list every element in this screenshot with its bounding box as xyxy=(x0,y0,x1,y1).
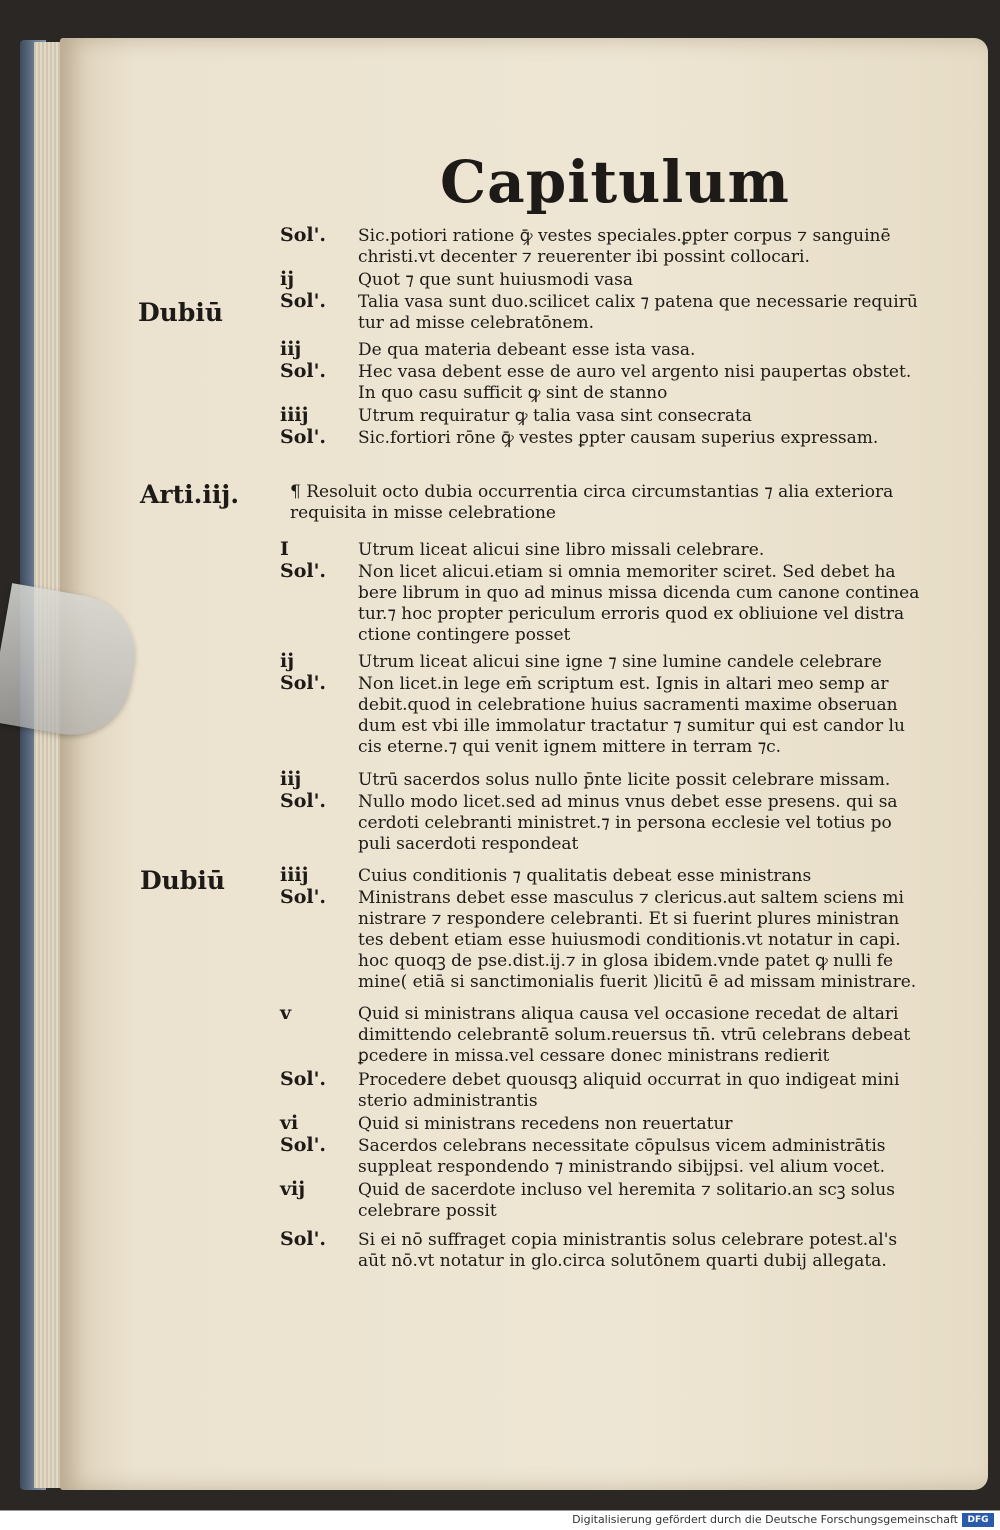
entry-text: Sic.potiori ratione ꝙ̄ vestes speciales.ꝑpter corpus ⁊ sanguinē christi.vt decenter ⁊ reuerenter ibi possint collocari. xyxy=(358,226,891,267)
entry-label: Sol'. xyxy=(280,360,327,382)
entry-label: vij xyxy=(280,1178,306,1200)
entry-text: Sacerdos celebrans necessitate cōpulsus vicem administrātis suppleat respondendo ⁊ ministrando sibijpsi. vel alium vocet. xyxy=(358,1136,886,1177)
entry-label: Sol'. xyxy=(280,672,327,694)
entry-label: Sol'. xyxy=(280,1134,327,1156)
entry-text: Quid de sacerdote incluso vel heremita ⁊ solitario.an scꝫ solus celebrare possit xyxy=(358,1180,895,1221)
entry-text: Utrū sacerdos solus nullo p̄nte licite possit celebrare missam. xyxy=(358,770,891,790)
entry-text: Talia vasa sunt duo.scilicet calix ⁊ patena que necessarie requirū tur ad misse celebratōnem. xyxy=(358,292,918,333)
entry-label: Sol'. xyxy=(280,1068,327,1090)
entry-label: iij xyxy=(280,338,302,360)
entry-label: Sol'. xyxy=(280,224,327,246)
entry-label: v xyxy=(280,1002,292,1024)
dfg-logo-icon: DFG xyxy=(962,1513,994,1527)
entry-label: Sol'. xyxy=(280,790,327,812)
page-heading: Capitulum xyxy=(440,148,790,216)
entry-text: Nullo modo licet.sed ad minus vnus debet esse presens. qui sa cerdoti celebranti ministret.⁊ in persona ecclesie vel totius po puli sacerdoti respondeat xyxy=(358,792,898,854)
entry-text: Hec vasa debent esse de auro vel argento nisi paupertas obstet. In quo casu sufficit ꝙ sint de stanno xyxy=(358,362,912,403)
entry-text: Utrum requiratur ꝙ talia vasa sint consecrata xyxy=(358,406,752,426)
entry-text: Ministrans debet esse masculus ⁊ clericus.aut saltem sciens mi nistrare ⁊ respondere celebranti. Et si fuerint plures ministran tes debent etiam esse huiusmodi conditionis.vt notatur in capi. hoc quoqꝫ de pse.dist.ij.⁊ in glosa ibidem.vnde patet ꝙ nulli fe mine( etiā si sanctimonialis fuerit )licitū ē ad missam ministrare. xyxy=(358,888,917,992)
entry-text: Si ei nō suffraget copia ministrantis solus celebrare potest.al's aūt nō.vt notatur in glo.circa solutōnem quarti dubij allegata. xyxy=(358,1230,898,1271)
entry-label: ij xyxy=(280,650,295,672)
entry-label: ij xyxy=(280,268,295,290)
footer-bar xyxy=(0,1510,1000,1530)
entry-label: vi xyxy=(280,1112,299,1134)
entry-text: Sic.fortiori rōne ꝙ̄ vestes ꝑpter causam superius expressam. xyxy=(358,428,879,448)
entry-text: De qua materia debeant esse ista vasa. xyxy=(358,340,696,360)
entry-label: Sol'. xyxy=(280,886,327,908)
entry-label: iij xyxy=(280,768,302,790)
entry-text: Quot ⁊ que sunt huiusmodi vasa xyxy=(358,270,634,290)
entry-label: Sol'. xyxy=(280,426,327,448)
entry-label: iiij xyxy=(280,864,309,886)
entry-text: Non licet alicui.etiam si omnia memoriter sciret. Sed debet ha bere librum in quo ad minus missa dicenda cum canone continea tur.⁊ hoc propter periculum erroris quod ex obliuione vel distra ctione contingere posset xyxy=(358,562,920,645)
footer-credit: Digitalisierung gefördert durch die Deutsche Forschungsgemeinschaft xyxy=(572,1513,958,1526)
article-intro: ¶ Resoluit octo dubia occurrentia circa circumstantias ⁊ alia exteriora requisita in misse celebratione xyxy=(290,482,894,523)
entry-text: Utrum liceat alicui sine igne ⁊ sine lumine candele celebrare xyxy=(358,652,882,672)
entry-label: Sol'. xyxy=(280,560,327,582)
margin-note-article: Arti.iij. xyxy=(140,480,240,509)
entry-label: Sol'. xyxy=(280,290,327,312)
entry-text: Utrum liceat alicui sine libro missali celebrare. xyxy=(358,540,765,560)
entry-label: Sol'. xyxy=(280,1228,327,1250)
entry-text: Cuius conditionis ⁊ qualitatis debeat esse ministrans xyxy=(358,866,812,886)
entry-text: Non licet.in lege em̄ scriptum est. Ignis in altari meo semp ar debit.quod in celebratione huius sacramenti maxime obseruan dum est vbi ille immolatur tractatur ⁊ sumitur qui est candor lu cis eterne.⁊ qui venit ignem mittere in terram ⁊c. xyxy=(358,674,905,757)
margin-note-dubium: Dubiū xyxy=(140,866,226,895)
entry-text: Quid si ministrans recedens non reuertatur xyxy=(358,1114,733,1134)
margin-note-dubium: Dubiū xyxy=(138,298,224,327)
entry-label: iiij xyxy=(280,404,309,426)
entry-text: Procedere debet quousqꝫ aliquid occurrat in quo indigeat mini sterio administrantis xyxy=(358,1070,900,1111)
entry-text: Quid si ministrans aliqua causa vel occasione recedat de altari dimittendo celebrantē solum.reuersus tn̄. vtrū celebrans debeat ꝑcedere in missa.vel cessare donec ministrans redierit xyxy=(358,1004,911,1066)
entry-label: I xyxy=(280,538,289,560)
